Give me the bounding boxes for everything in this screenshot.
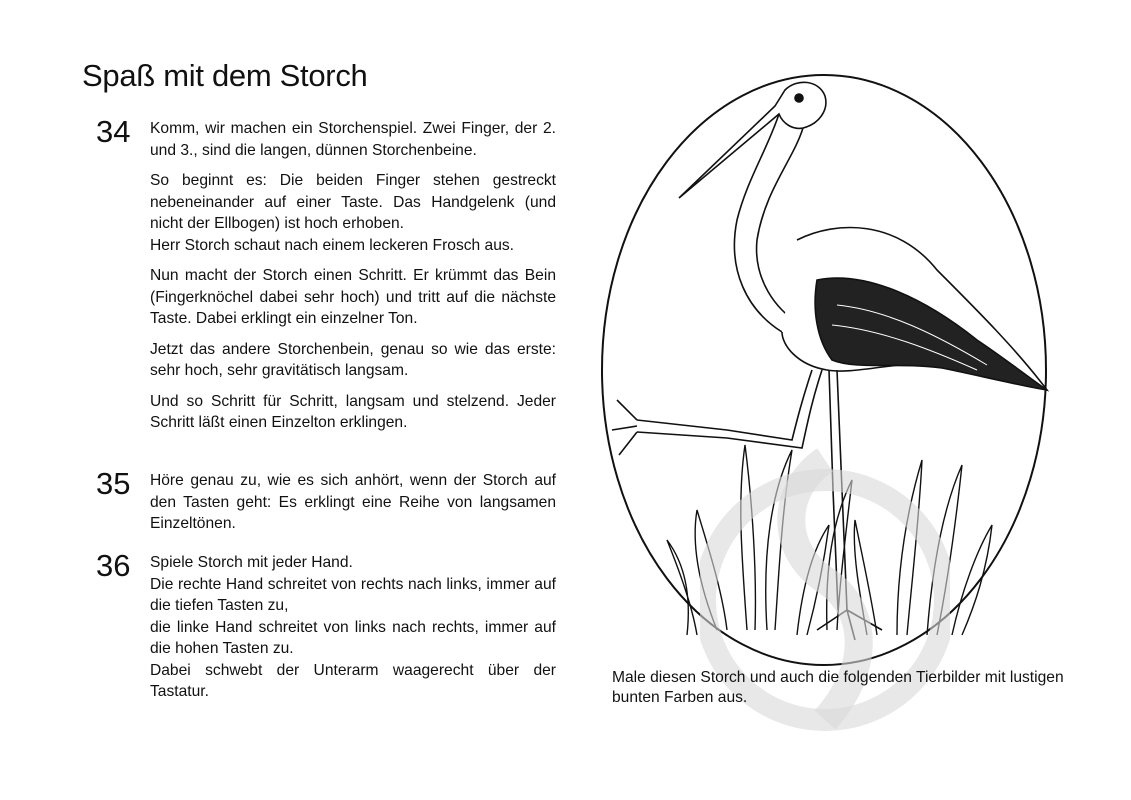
exercise-paragraph: Nun macht der Storch einen Schritt. Er krümmt das Bein (Fingerknöchel dabei sehr hoch) und tritt auf die nächste Taste. Dabei erklingt ein einzelner Ton.: [150, 267, 556, 327]
exercise-number: 36: [96, 548, 131, 583]
exercise-34: [96, 114, 556, 443]
exercise-number: 34: [96, 114, 131, 149]
exercise-36: [96, 548, 556, 703]
exercise-paragraph: die linke Hand schreitet von links nach rechts, immer auf die hohen Tasten zu.: [150, 618, 556, 657]
exercise-paragraph: Komm, wir machen ein Storchenspiel. Zwei Finger, der 2. und 3., sind die langen, dünnen Storchenbeine.: [150, 120, 556, 159]
exercise-paragraph: Spiele Storch mit jeder Hand.: [150, 554, 353, 571]
exercise-paragraph: Und so Schritt für Schritt, langsam und stelzend. Jeder Schritt läßt einen Einzelton erklingen.: [150, 392, 556, 431]
exercise-paragraph: Die rechte Hand schreitet von rechts nach links, immer auf die tiefen Tasten zu,: [150, 575, 556, 614]
exercise-paragraph: Dabei schwebt der Unterarm waagerecht über der Tastatur.: [150, 661, 556, 700]
exercise-paragraph: So beginnt es: Die beiden Finger stehen gestreckt nebeneinander auf einer Taste. Das Handgelenk (und nicht der Ellbogen) ist hoch erhoben.: [150, 172, 556, 232]
exercise-paragraph: Herr Storch schaut nach einem leckeren Frosch aus.: [150, 236, 515, 254]
exercise-paragraph: Jetzt das andere Storchenbein, genau so wie das erste: sehr hoch, sehr gravitätisch langsam.: [150, 340, 556, 379]
exercise-35: [96, 466, 556, 544]
illustration-caption: Male diesen Storch und auch die folgenden Tierbilder mit lustigen bunten Farben aus.: [612, 669, 1064, 706]
page-title: Spaß mit dem Storch: [82, 58, 368, 93]
exercise-number: 35: [96, 466, 131, 501]
stork-illustration: [597, 70, 1051, 670]
exercise-paragraph: Höre genau zu, wie es sich anhört, wenn der Storch auf den Tasten geht: Es erklingt eine Reihe von langsamen Einzeltönen.: [150, 472, 556, 532]
reeds: [667, 445, 992, 635]
